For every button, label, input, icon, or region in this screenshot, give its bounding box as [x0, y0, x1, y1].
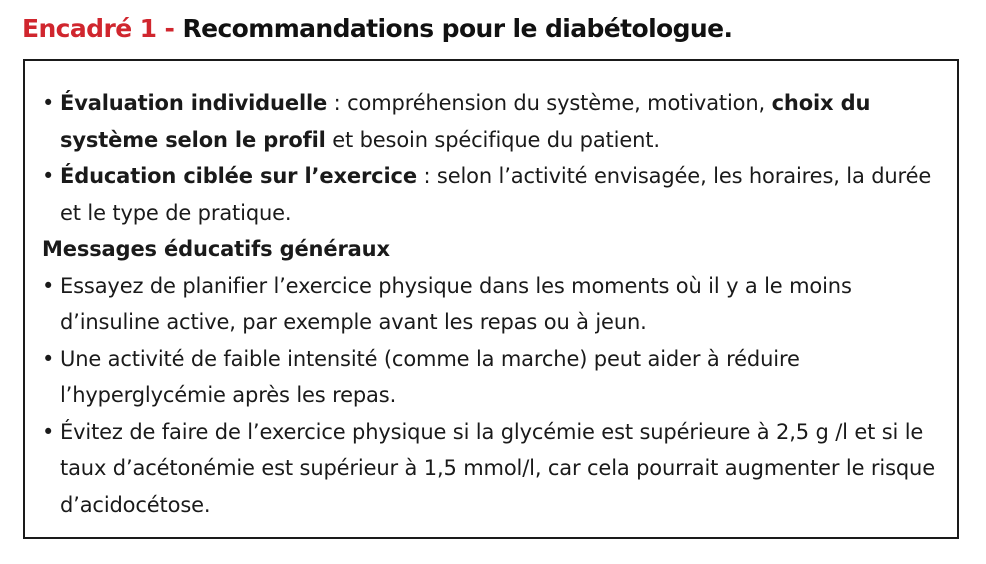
- message-text: Une activité de faible intensité (comme la marche) peut aider à réduire l’hyperglycémie après les repas.: [60, 346, 800, 407]
- list-item-message: [42, 341, 945, 414]
- bullet-icon: •: [42, 346, 55, 371]
- bullet-icon: •: [42, 419, 55, 444]
- list-item-message: [42, 414, 945, 524]
- bullet-icon: •: [42, 164, 55, 188]
- bullet-icon: •: [42, 273, 55, 298]
- item-text: et besoin spécifique du patient.: [325, 127, 660, 152]
- message-text: Évitez de faire de l’exercice physique si la glycémie est supérieure à 2,5 g /l et si le taux d’acétonémie est supérieur à 1,5 mmol/l, car cela pourrait augmenter le risque d’acidocétose.: [60, 419, 935, 517]
- box-number-label: Encadré 1 -: [22, 14, 183, 43]
- recommendations-box: [23, 59, 959, 539]
- item-term: Évaluation individuelle: [60, 91, 328, 115]
- item-text: : selon l’activité envisagée, les horaires, la durée et le type de pratique.: [60, 164, 932, 225]
- section-subheading: Messages éducatifs généraux: [42, 237, 390, 261]
- bullet-icon: •: [42, 91, 55, 115]
- list-item-message: [42, 268, 945, 341]
- list-item-education: [42, 158, 945, 231]
- item-term: Éducation ciblée sur l’exercice: [60, 164, 417, 188]
- list-item-evaluation: [42, 85, 945, 158]
- box-content: [42, 85, 945, 523]
- box-heading: [22, 10, 732, 48]
- message-text: Essayez de planifier l’exercice physique dans les moments où il y a le moins d’insuline active, par exemple avant les repas ou à jeun.: [60, 273, 852, 334]
- box-title: Recommandations pour le diabétologue.: [182, 14, 733, 43]
- item-text: : compréhension du système, motivation,: [327, 91, 772, 115]
- item-term: choix du système selon le profil: [60, 91, 871, 152]
